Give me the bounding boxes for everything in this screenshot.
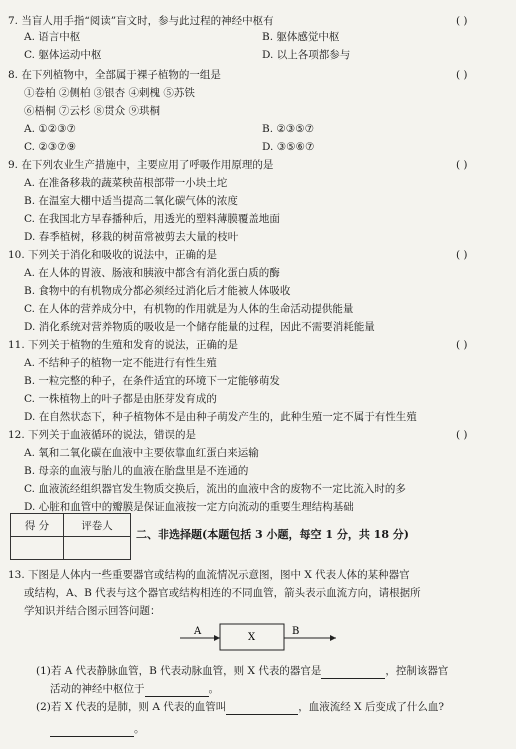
- q8-option-d: D. ③⑤⑥⑦: [262, 141, 315, 153]
- q12-answer-paren: ( ): [456, 429, 468, 441]
- q12-option-a: A. 氧和二氧化碳在血液中主要依靠血红蛋白来运输: [24, 447, 259, 459]
- q11-option-d: D. 在自然状态下，种子植物体不是由种子萌发产生的，此种生殖一定不属于有性生殖: [24, 411, 417, 423]
- q7-option-b: B. 躯体感觉中枢: [262, 31, 340, 43]
- q9-stem: 9. 在下列农业生产措施中，主要应用了呼吸作用原理的是: [8, 159, 274, 171]
- q9-option-a: A. 在准备移栽的蔬菜秧苗根部带一小块土坨: [24, 177, 228, 189]
- q10-option-d: D. 消化系统对营养物质的吸收是一个储存能量的过程，因此不需要消耗能量: [24, 321, 375, 333]
- q12-option-c: C. 血液流经组织器官发生物质交换后，流出的血液中含的废物不一定比流入时的多: [24, 483, 406, 495]
- q12-option-b: B. 母亲的血液与胎儿的血液在胎盘里是不连通的: [24, 465, 249, 477]
- q9-option-d: D. 春季植树，移栽的树苗常被剪去大量的枝叶: [24, 231, 239, 243]
- q12-stem: 12. 下列关于血液循环的说法，错误的是: [8, 429, 197, 441]
- q13-part1-line1: [36, 664, 448, 679]
- label-x: X: [248, 632, 256, 643]
- q13-part1-blank2[interactable]: [145, 682, 209, 697]
- q8-stem: 8. 在下列植物中，全部属于裸子植物的一组是: [8, 69, 221, 81]
- q8-option-b: B. ②③⑤⑦: [262, 123, 315, 135]
- q8-items-row1: ①卷柏 ②侧柏 ③银杏 ④剌槐 ⑤苏铁: [24, 87, 195, 99]
- grader-header: 评卷人: [64, 514, 131, 537]
- q13-intro-line3: 学知识并结合图示回答问题：: [24, 605, 161, 617]
- vessel-b-arrowhead: [330, 635, 336, 641]
- q10-option-c: C. 在人体的营养成分中，有机物的作用就是为人体的生命活动提供能量: [24, 303, 354, 315]
- q10-answer-paren: ( ): [456, 249, 468, 261]
- q8-answer-paren: ( ): [456, 69, 468, 81]
- q10-option-a: A. 在人体的胃液、肠液和胰液中都含有消化蛋白质的酶: [24, 267, 280, 279]
- vessel-a-arrowhead: [214, 635, 220, 641]
- q12-option-d: D. 心脏和血管中的瓣膜是保证血液按一定方向流动的重要生理结构基础: [24, 501, 354, 513]
- label-b: B: [292, 626, 300, 637]
- section2-title: 二、非选择题(本题包括 3 小题，每空 1 分，共 18 分): [136, 528, 410, 541]
- label-a: A: [194, 626, 202, 637]
- q11-option-b: B. 一粒完整的种子，在条件适宜的环境下一定能够萌发: [24, 375, 280, 387]
- q8-option-a: A. ①②③⑦: [24, 123, 76, 135]
- blood-flow-diagram: [180, 620, 340, 652]
- q13-part2-prompt: (2)若 X 代表的是肺，则 A 代表的血管叫: [36, 701, 227, 713]
- q10-option-b: B. 食物中的有机物成分都必须经过消化后才能被人体吸收: [24, 285, 291, 297]
- q9-option-c: C. 在我国北方早春播种后，用透光的塑料薄膜覆盖地面: [24, 213, 280, 225]
- q13-part1-prompt-cont: ，控制该器官: [385, 665, 449, 677]
- q8-option-c: C. ②③⑦⑨: [24, 141, 76, 153]
- grader-cell[interactable]: [64, 537, 131, 560]
- q11-answer-paren: ( ): [456, 339, 468, 351]
- q13-part1-line2: [50, 682, 219, 697]
- q13-part1-blank1[interactable]: [321, 664, 385, 679]
- q13-intro-line1: 13. 下图是人体内一些重要器官或结构的血流情况示意图，图中 X 代表人体的某种器官: [8, 569, 410, 581]
- q13-part1-period: 。: [208, 683, 219, 695]
- q13-part1-prompt: (1)若 A 代表静脉血管，B 代表动脉血管，则 X 代表的器官是: [36, 665, 322, 677]
- score-cell[interactable]: [11, 537, 64, 560]
- score-table: [10, 513, 131, 560]
- q13-part2-period: 。: [134, 723, 145, 735]
- q13-part2-line1: [36, 700, 444, 715]
- q10-stem: 10. 下列关于消化和吸收的说法中，正确的是: [8, 249, 218, 261]
- q11-option-c: C. 一株植物上的叶子都是由胚芽发育成的: [24, 393, 217, 405]
- q7-answer-paren: ( ): [456, 15, 468, 27]
- q13-part2-prompt-cont: ，血液流经 X 后变成了什么血?: [298, 701, 445, 713]
- q7-option-a: A. 语言中枢: [24, 31, 81, 43]
- q13-part2-line2: [50, 722, 145, 737]
- q11-stem: 11. 下列关于植物的生殖和发育的说法，正确的是: [8, 339, 239, 351]
- score-header: 得 分: [11, 514, 64, 537]
- q9-option-b: B. 在温室大棚中适当提高二氧化碳气体的浓度: [24, 195, 238, 207]
- q13-part2-blank2[interactable]: [50, 722, 134, 737]
- q9-answer-paren: ( ): [456, 159, 468, 171]
- q11-option-a: A. 不结种子的植物一定不能进行有性生殖: [24, 357, 217, 369]
- q7-stem: 7. 当盲人用手指“阅读”盲文时，参与此过程的神经中枢有: [8, 15, 274, 27]
- q13-part2-blank1[interactable]: [226, 700, 298, 715]
- q8-items-row2: ⑥梧桐 ⑦云杉 ⑧贯众 ⑨珙桐: [24, 105, 161, 117]
- q7-option-d: D. 以上各项都参与: [262, 49, 351, 61]
- q13-intro-line2: 或结构，A、B 代表与这个器官或结构相连的不同血管，箭头表示血流方向，请根据所: [24, 587, 421, 599]
- q7-option-c: C. 躯体运动中枢: [24, 49, 102, 61]
- q13-part1-prompt2: 活动的神经中枢位于: [50, 683, 145, 695]
